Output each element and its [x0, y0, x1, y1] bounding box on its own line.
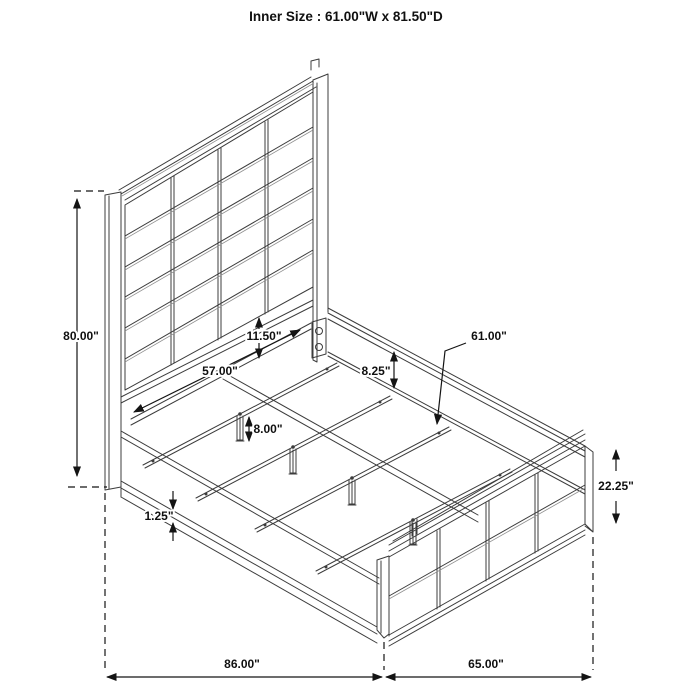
footboard	[377, 430, 593, 646]
right-side-rail	[328, 308, 585, 457]
headboard-right-post	[311, 59, 328, 362]
cross-slats	[143, 363, 512, 574]
label-inner-width: 61.00"	[471, 329, 507, 343]
label-headboard-support: 57.00"	[202, 364, 238, 378]
footboard-panel-columns	[437, 473, 538, 609]
headboard-left-post	[105, 192, 121, 497]
footboard-top-cap	[389, 430, 585, 551]
bed-frame	[121, 308, 585, 643]
left-side-rail	[121, 431, 379, 643]
label-overall-length: 86.00"	[224, 657, 260, 671]
footboard-right-post	[585, 446, 593, 532]
rail-bracket-plate	[312, 318, 326, 358]
label-overall-width: 65.00"	[468, 657, 504, 671]
leader-inner-width	[437, 343, 466, 424]
drawing-title: Inner Size : 61.00"W x 81.50"D	[249, 9, 443, 24]
footboard-base-trim	[389, 530, 585, 646]
label-rail-trim: 1.25"	[144, 509, 174, 523]
bottom-extension-dashes	[105, 493, 593, 670]
slat-screw-dots	[152, 368, 502, 569]
footboard-left-post	[377, 556, 389, 638]
label-footboard-height: 22.25"	[598, 479, 634, 493]
label-rail-drop: 8.25"	[361, 364, 391, 378]
headboard-panel-rows	[125, 127, 313, 359]
label-clearance: 11.50"	[246, 329, 282, 343]
label-overall-height: 80.00"	[63, 329, 99, 343]
dimension-annotations	[63, 9, 634, 677]
label-leg-height: 8.00"	[253, 422, 283, 436]
headboard	[105, 59, 328, 497]
